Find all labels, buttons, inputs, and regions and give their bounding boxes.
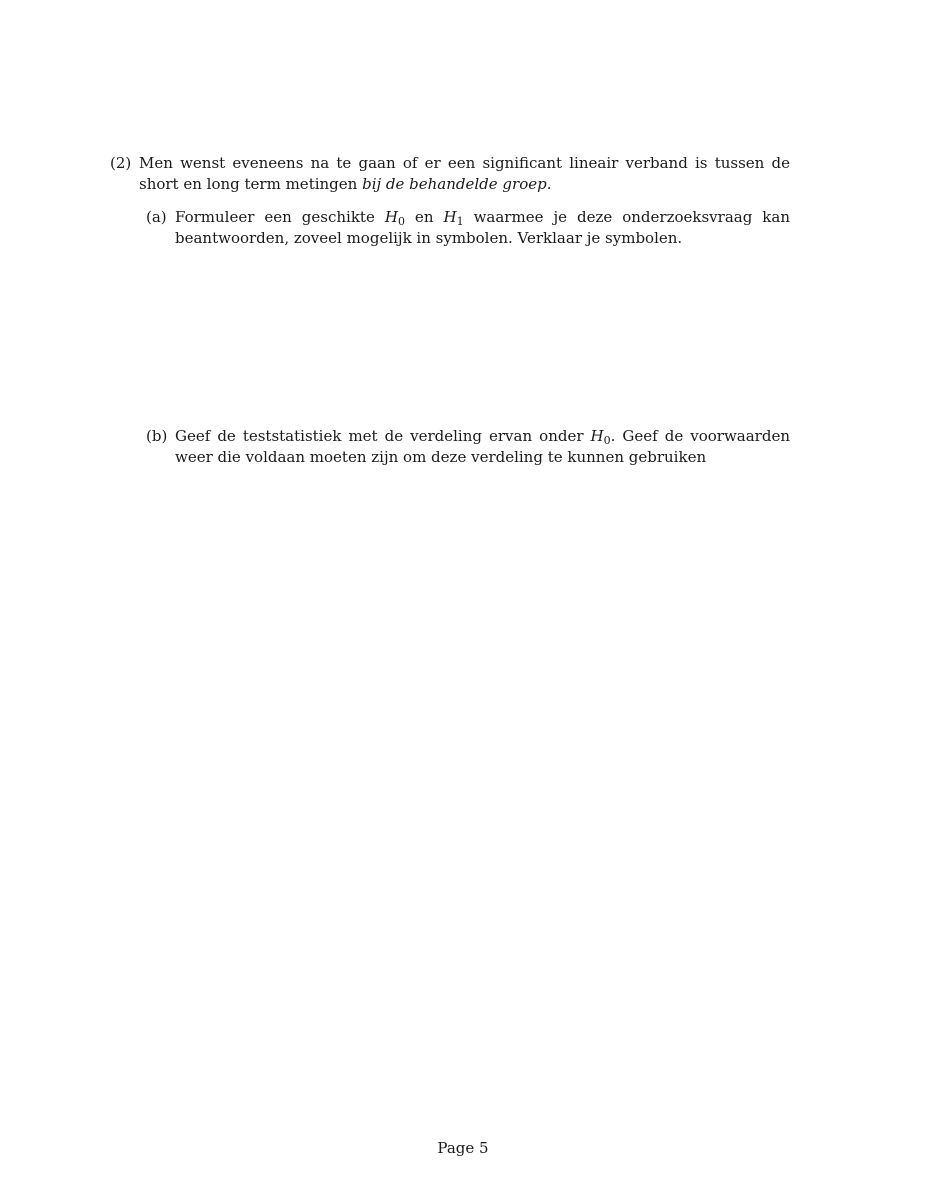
subquestion-label: (b) xyxy=(146,427,168,445)
hypothesis-h0-symbol: $H_0$ xyxy=(384,208,405,228)
question-number: (2) xyxy=(110,154,132,172)
question-text-main: Men wenst eveneens na te gaan of er een significant lineair verband is tussen de short en long term metingen xyxy=(139,154,790,193)
page-number: Page 5 xyxy=(437,1139,489,1157)
question-2 xyxy=(110,153,790,195)
subquestion-b xyxy=(146,426,790,468)
subquestion-text xyxy=(175,207,790,249)
subquestion-text-part: Formuleer een geschikte xyxy=(175,208,385,226)
subquestion-text-part: en xyxy=(404,208,444,226)
question-text-emphasis: bij de behandelde groep xyxy=(362,175,547,193)
subquestion-a xyxy=(146,207,790,249)
hypothesis-h0-symbol: $H_0$ xyxy=(590,427,611,447)
subquestion-text-part: Geef de teststatistiek met de verdeling ervan onder xyxy=(175,427,591,445)
question-text xyxy=(139,153,790,195)
subquestion-text xyxy=(175,426,790,468)
hypothesis-h1-symbol: $H_1$ xyxy=(443,208,464,228)
subquestion-text-part: . Geef de voorwaarden weer die voldaan moeten zijn om deze verdeling te kunnen gebruiken xyxy=(175,427,790,466)
subquestion-label: (a) xyxy=(146,208,167,226)
subquestion-text-part: waarmee je deze onderzoeksvraag kan beantwoorden, zoveel mogelijk in symbolen. Verklaar je symbolen. xyxy=(175,208,790,247)
question-text-end: . xyxy=(546,175,552,193)
